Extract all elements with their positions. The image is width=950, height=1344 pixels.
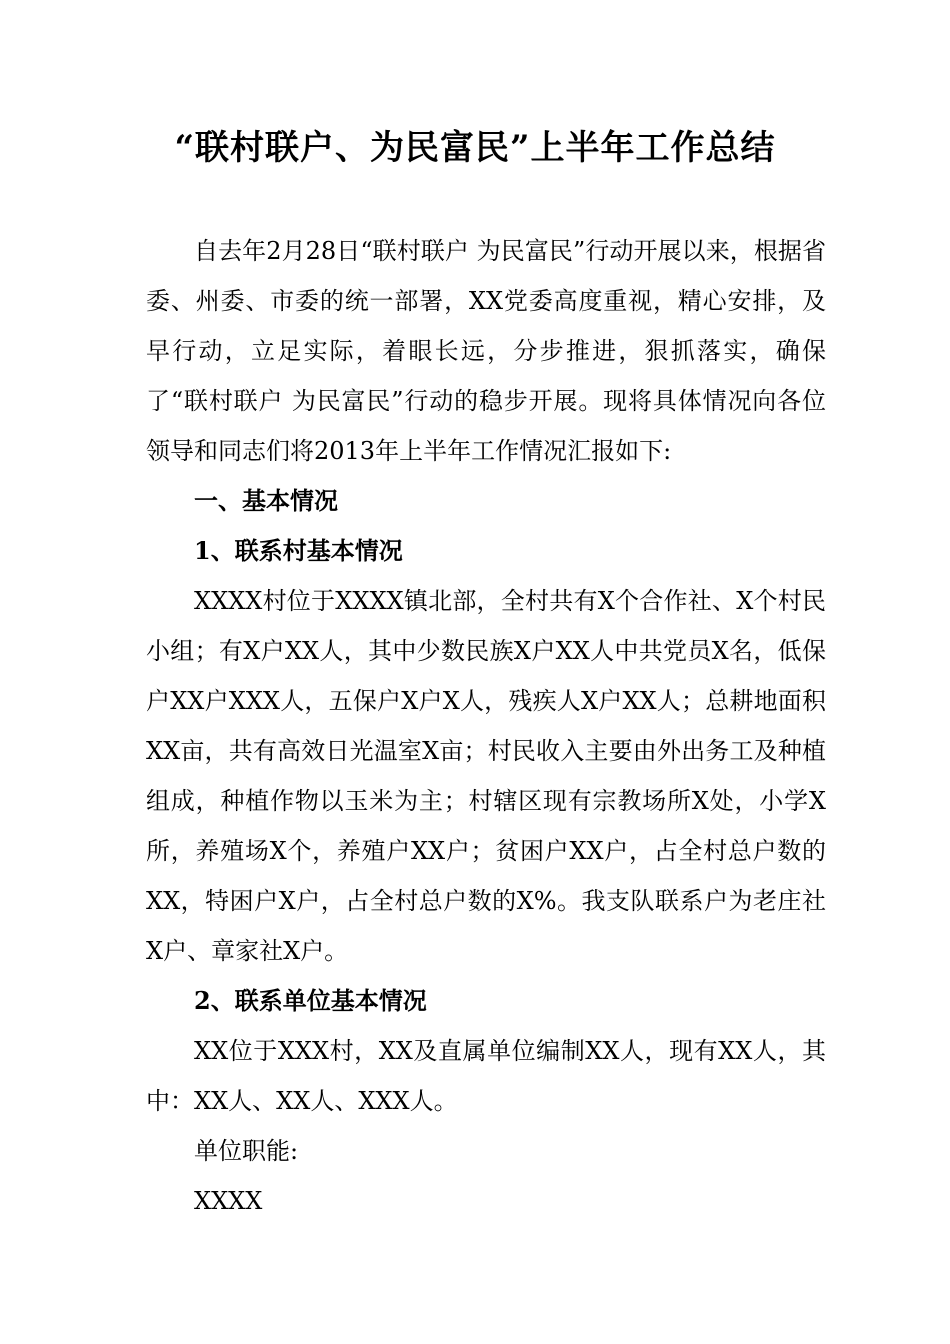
intro-paragraph: 自去年2月28日“联村联户 为民富民”行动开展以来，根据省委、州委、市委的统一部署，XX党委高度重视，精心安排，及早行动，立足实际，着眼长远，分步推进，狠抓落实，确保了“联村联户 为民富民”行动的稳步开展。现将具体情况向各位领导和同志们将2013年上半年工作情况汇报如下:	[146, 237, 826, 465]
document-title: “联村联户、为民富民”上半年工作总结	[174, 128, 776, 168]
section-heading-basic-info: 一、基本情况	[194, 486, 338, 515]
unit-duty-text: XXXX	[194, 1187, 263, 1215]
village-paragraph: XXXX村位于XXXX镇北部，全村共有X个合作社、X个村民小组；有X户XX人，其中少数民族X户XX人中共党员X名，低保户XX户XXX人，五保户X户X人，残疾人X户XX人；总耕地面积XX亩，共有高效日光温室X亩；村民收入主要由外出务工及种植组成，种植作物以玉米为主；村辖区现有宗教场所X处，小学X所，养殖场X个，养殖户XX户；贫困户XX户，占全村总户数的XX，特困户X户，占全村总户数的X%。我支队联系户为老庄社X户、章家社X户。	[146, 587, 826, 965]
subsection-heading-village: 1、联系村基本情况	[194, 536, 403, 565]
document-body	[146, 226, 826, 1226]
unit-duty-label: 单位职能:	[194, 1137, 299, 1165]
subsection-heading-unit: 2、联系单位基本情况	[194, 986, 427, 1015]
unit-paragraph: XX位于XXX村，XX及直属单位编制XX人，现有XX人，其中：XX人、XX人、XXX人。	[146, 1037, 826, 1115]
